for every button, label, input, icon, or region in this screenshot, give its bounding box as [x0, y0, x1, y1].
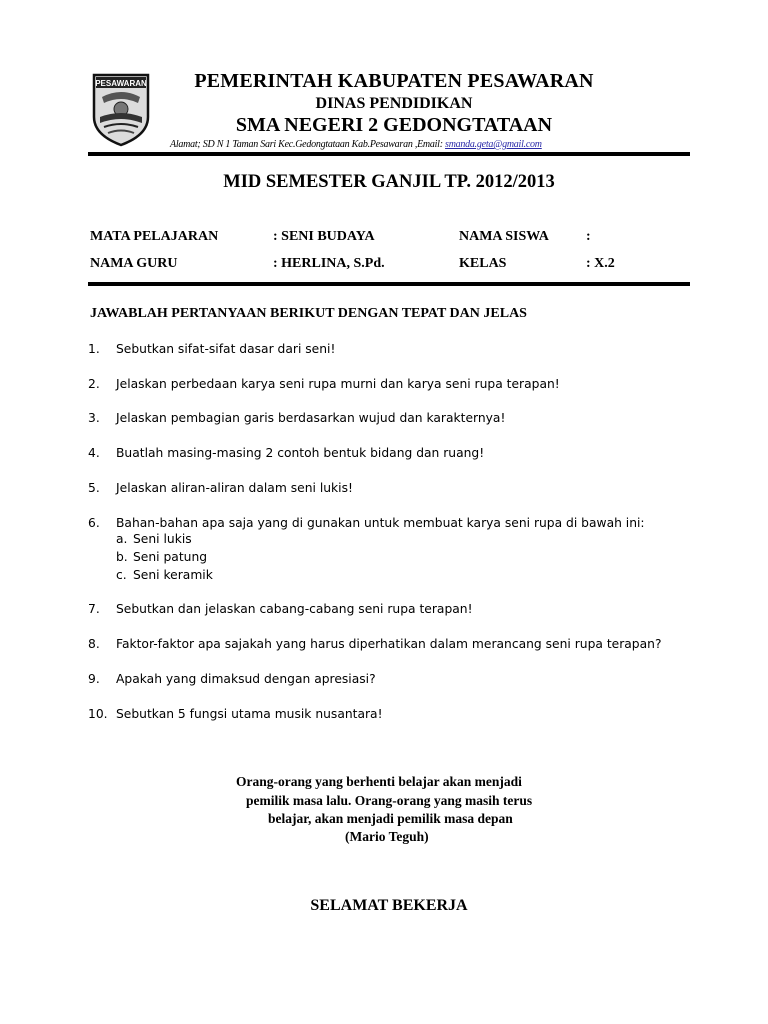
question-number: 5.	[88, 481, 100, 495]
header-department: DINAS PENDIDIKAN	[315, 95, 473, 112]
header-school-name: SMA NEGERI 2 GEDONGTATAAN	[235, 114, 553, 136]
quote-line: pemilik masa lalu. Orang-orang yang masih terus	[246, 793, 533, 808]
question-text: Sebutkan 5 fungsi utama musik nusantara!	[116, 707, 383, 721]
sub-item-text: Seni patung	[133, 550, 208, 564]
question-number: 8.	[88, 637, 100, 651]
question-text: Bahan-bahan apa saja yang di gunakan untuk membuat karya seni rupa di bawah ini:	[116, 516, 645, 530]
question-text: Sebutkan sifat-sifat dasar dari seni!	[116, 342, 336, 356]
question-number: 1.	[88, 342, 100, 356]
logo-text: PESAWARAN	[95, 79, 147, 88]
teacher-label: NAMA GURU	[90, 256, 178, 271]
quote-line: Orang-orang yang berhenti belajar akan menjadi	[236, 774, 522, 789]
school-logo	[92, 73, 150, 147]
sub-item-letter: a.	[116, 532, 128, 546]
sub-item-text: Seni lukis	[133, 532, 192, 546]
question-number: 9.	[88, 672, 100, 686]
question-text: Jelaskan pembagian garis berdasarkan wujud dan karakternya!	[116, 411, 506, 425]
quote-author: (Mario Teguh)	[345, 829, 429, 844]
subject-label: MATA PELAJARAN	[90, 229, 219, 244]
question-number: 6.	[88, 516, 100, 530]
closing-message: SELAMAT BEKERJA	[310, 897, 468, 914]
subject-value: : SENI BUDAYA	[273, 229, 375, 244]
question-number: 10.	[88, 707, 108, 721]
sub-item-letter: b.	[116, 550, 128, 564]
student-name-value: :	[586, 229, 591, 244]
address-text: Alamat; SD N 1 Taman Sari Kec.Gedongtataan Kab.Pesawaran ,Email:	[170, 139, 446, 150]
sub-item-letter: c.	[116, 568, 127, 582]
question-number: 4.	[88, 446, 100, 460]
question-text: Sebutkan dan jelaskan cabang-cabang seni rupa terapan!	[116, 602, 473, 616]
question-text: Apakah yang dimaksud dengan apresiasi?	[116, 672, 376, 686]
class-label: KELAS	[459, 256, 507, 271]
header-divider	[88, 152, 690, 156]
question-text: Faktor-faktor apa sajakah yang harus diperhatikan dalam merancang seni rupa terapan?	[116, 637, 662, 651]
teacher-value: : HERLINA, S.Pd.	[273, 256, 385, 271]
quote-line: belajar, akan menjadi pemilik masa depan	[268, 811, 513, 826]
sub-item-text: Seni keramik	[133, 568, 213, 582]
question-text: Buatlah masing-masing 2 contoh bentuk bidang dan ruang!	[116, 446, 485, 460]
header-government: PEMERINTAH KABUPATEN PESAWARAN	[194, 70, 594, 92]
student-name-label: NAMA SISWA	[459, 229, 549, 244]
info-divider	[88, 282, 690, 286]
class-value: : X.2	[586, 256, 615, 271]
question-number: 3.	[88, 411, 100, 425]
exam-title: MID SEMESTER GANJIL TP. 2012/2013	[223, 172, 555, 192]
question-number: 2.	[88, 377, 100, 391]
question-text: Jelaskan aliran-aliran dalam seni lukis!	[116, 481, 353, 495]
instruction: JAWABLAH PERTANYAAN BERIKUT DENGAN TEPAT DAN JELAS	[90, 306, 527, 321]
email-link[interactable]: smanda.geta@gmail.com	[445, 139, 542, 150]
question-number: 7.	[88, 602, 100, 616]
header-address	[170, 139, 542, 150]
question-text: Jelaskan perbedaan karya seni rupa murni dan karya seni rupa terapan!	[116, 377, 560, 391]
